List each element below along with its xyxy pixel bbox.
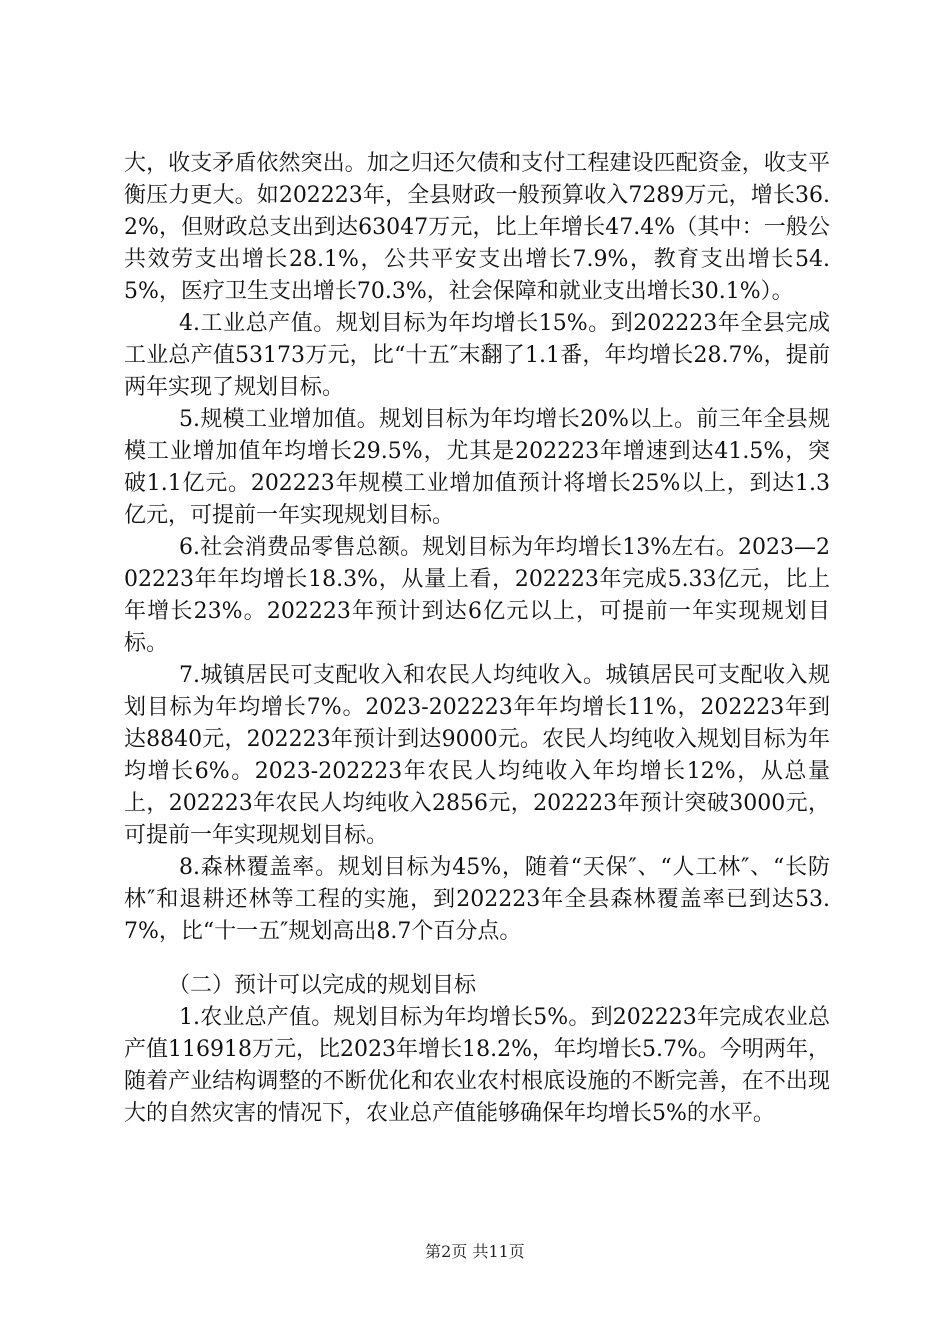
paragraph-industrial-output: 4.工业总产值。规划目标为年均增长15%。到202223年全县完成工业总产值53173万元，比“十五″末翻了1.1番，年均增长28.7%，提前两年实现了规划目标。 xyxy=(124,311,830,400)
page-footer xyxy=(0,1242,950,1262)
paragraph-agriculture-output: 1.农业总产值。规划目标为年均增长5%。到202223年完成农业总产值116918万元，比2023年增长18.2%，年均增长5.7%。今明两年，随着产业结构调整的不断优化和农业农村根底设施的不断完善，在不出现大的自然灾害的情况下，农业总产值能够确保年均增长5%的水平。 xyxy=(124,1005,830,1126)
paragraph-retail-sales: 6.社会消费品零售总额。规划目标为年均增长13%左右。2023—202223年年均增长18.3%，从量上看，202223年完成5.33亿元，比上年增长23%。202223年预计到达6亿元以上，可提前一年实现规划目标。 xyxy=(124,535,830,656)
paragraph-industrial-added-value: 5.规模工业增加值。规划目标为年均增长20%以上。前三年全县规模工业增加值年均增长29.5%，尤其是202223年增速到达41.5%，突破1.1亿元。202223年规模工业增加值预计将增长25%以上，到达1.3亿元，可提前一年实现规划目标。 xyxy=(124,407,830,528)
section-heading: （二）预计可以完成的规划目标 xyxy=(168,973,477,998)
page-number-label: 第2页 共11页 xyxy=(425,1242,525,1261)
paragraph-continued-fiscal: 大，收支矛盾依然突出。加之归还欠债和支付工程建设匹配资金，收支平衡压力更大。如202223年，全县财政一般预算收入7289万元，增长36.2%，但财政总支出到达63047万元，比上年增长47.4%（其中：一般公共效劳支出增长28.1%，公共平安支出增长7.9%，教育支出增长54.5%，医疗卫生支出增长70.3%，社会保障和就业支出增长30.1%）。 xyxy=(124,151,830,304)
document-body xyxy=(124,148,830,1130)
paragraph-forest-coverage: 8.森林覆盖率。规划目标为45%，随着“天保″、“人工林″、“长防林″和退耕还林等工程的实施，到202223年全县森林覆盖率已到达53.7%，比“十一五″规划高出8.7个百分点。 xyxy=(124,855,830,944)
paragraph-income: 7.城镇居民可支配收入和农民人均纯收入。城镇居民可支配收入规划目标为年均增长7%。2023-202223年年均增长11%，202223年到达8840元，202223年预计到达9000元。农民人均纯收入规划目标为年均增长6%。2023-202223年农民人均纯收入年均增长12%，从总量上，202223年农民人均纯收入2856元，202223年预计突破3000元，可提前一年实现规划目标。 xyxy=(124,663,830,848)
